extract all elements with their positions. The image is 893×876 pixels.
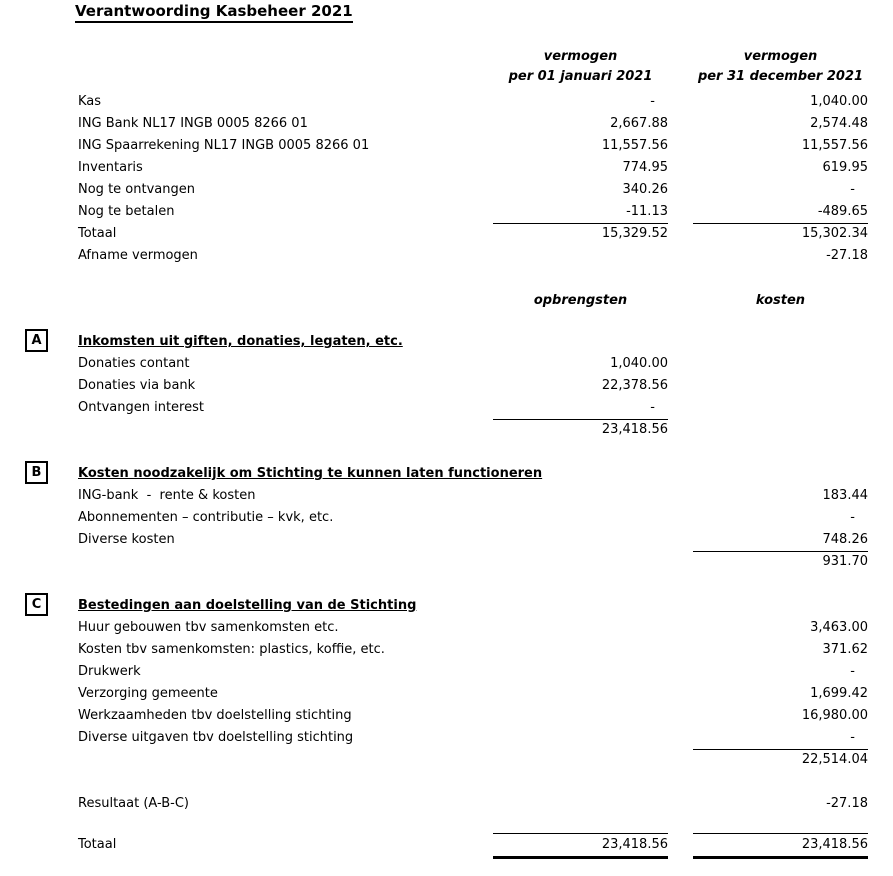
- empty-cell: [78, 419, 493, 441]
- margin-cell: [868, 419, 893, 441]
- empty-cell: [78, 67, 493, 87]
- empty-cell: [0, 419, 78, 441]
- col1-value: 1,040.00: [610, 356, 668, 371]
- balance-header-row-2: [0, 67, 893, 87]
- empty-cell: [78, 291, 493, 311]
- col1-value: 11,557.56: [601, 138, 668, 153]
- row-label: Drukwerk: [78, 664, 141, 679]
- empty-cell: [0, 661, 78, 683]
- row-label: Nog te ontvangen: [78, 182, 195, 197]
- col1-value: -: [650, 94, 655, 109]
- row-label: ING Spaarrekening NL17 INGB 0005 8266 01: [78, 138, 370, 153]
- row-label: Diverse uitgaven tbv doelstelling stichting: [78, 730, 354, 745]
- col1-value: 340.26: [622, 182, 668, 197]
- spacer: [0, 441, 893, 463]
- empty-cell: [0, 705, 78, 727]
- empty-cell: [0, 91, 78, 113]
- table-row: [0, 223, 893, 245]
- gap-cell: [668, 617, 693, 639]
- grand-total-row: [0, 833, 893, 859]
- page-title: [0, 0, 893, 23]
- section-c-heading: Bestedingen aan doelstelling van de Stichting: [78, 598, 417, 613]
- table-row: [0, 617, 893, 639]
- empty-cell: [0, 113, 78, 135]
- empty-cell: [0, 135, 78, 157]
- col1-value: [493, 617, 668, 639]
- empty-cell: [0, 397, 78, 420]
- empty-cell: [0, 291, 78, 311]
- col1-value: [493, 661, 668, 683]
- empty-cell: [0, 727, 78, 750]
- margin-cell: [868, 135, 893, 157]
- col2-value: 3,463.00: [810, 620, 868, 635]
- margin-cell: [868, 683, 893, 705]
- col1-value: [493, 485, 668, 507]
- margin-cell: [868, 223, 893, 245]
- col1-value: 22,378.56: [601, 378, 668, 393]
- gap-cell: [668, 661, 693, 683]
- spacer: [0, 23, 893, 47]
- row-label: Nog te betalen: [78, 204, 175, 219]
- table-row: [0, 705, 893, 727]
- margin-cell: [868, 661, 893, 683]
- gap-cell: [668, 683, 693, 705]
- margin-cell: [868, 529, 893, 552]
- col1-value: 2,667.88: [610, 116, 668, 131]
- section-total-row: [0, 749, 893, 771]
- col2-value: [693, 375, 868, 397]
- row-label: Donaties contant: [78, 356, 190, 371]
- empty-cell: [0, 201, 78, 224]
- margin-cell: [868, 485, 893, 507]
- margin-cell: [868, 113, 893, 135]
- col2-value: -: [850, 182, 855, 197]
- col2-value: 15,302.34: [801, 226, 868, 241]
- margin-cell: [868, 617, 893, 639]
- margin-cell: [868, 179, 893, 201]
- col1-value: 15,329.52: [601, 226, 668, 241]
- row-label: Kas: [78, 94, 102, 109]
- margin-cell: [868, 727, 893, 750]
- table-row: [0, 529, 893, 551]
- col2-value: 2,574.48: [810, 116, 868, 131]
- col1-header-date: per 01 januari 2021: [508, 69, 653, 84]
- gap-cell: [668, 397, 693, 420]
- section-a-letterbox: A: [25, 329, 48, 352]
- margin-cell: [868, 507, 893, 529]
- row-label: Totaal: [78, 226, 117, 241]
- empty-cell: [0, 179, 78, 201]
- row-label: Diverse kosten: [78, 532, 175, 547]
- section-heading-row: [0, 463, 893, 485]
- row-label: Werkzaamheden tbv doelstelling stichting: [78, 708, 352, 723]
- empty-cell: [0, 749, 78, 771]
- col2-value: [693, 397, 868, 420]
- col1-value: [493, 683, 668, 705]
- col1-header-vermogen: vermogen: [543, 49, 618, 64]
- table-row: [0, 353, 893, 375]
- empty-cell: [0, 157, 78, 179]
- col2-header-kosten: kosten: [755, 293, 806, 308]
- col2-header-date: per 31 december 2021: [697, 69, 864, 84]
- col2-value: -27.18: [826, 248, 868, 263]
- margin-cell: [868, 201, 893, 224]
- col1-header-opbrengsten: opbrengsten: [533, 293, 628, 308]
- col1-value: [493, 551, 668, 573]
- empty-cell: [0, 67, 78, 87]
- col2-value: -489.65: [693, 201, 868, 224]
- section-c-total: 22,514.04: [801, 752, 868, 767]
- col2-value: 16,980.00: [801, 708, 868, 723]
- table-row: [0, 683, 893, 705]
- margin-cell: [868, 245, 893, 267]
- section-c-letterbox: C: [25, 593, 48, 616]
- gap-cell: [668, 727, 693, 750]
- section-a-total: 23,418.56: [601, 422, 668, 437]
- empty-cell: [0, 793, 78, 815]
- flow-header-row: [0, 291, 893, 311]
- col2-value: 1,040.00: [810, 94, 868, 109]
- section-b-letterbox: B: [25, 461, 48, 484]
- col1-value: -11.13: [493, 201, 668, 224]
- col2-value: -: [850, 510, 855, 525]
- gap-cell: [668, 485, 693, 507]
- table-row: [0, 661, 893, 683]
- section-b-total: 931.70: [822, 554, 868, 569]
- section-heading-row: [0, 595, 893, 617]
- col1-value: [493, 749, 668, 771]
- empty-cell: [78, 551, 493, 573]
- gap-cell: [668, 375, 693, 397]
- margin-cell: [868, 353, 893, 375]
- col2-value: 619.95: [822, 160, 868, 175]
- page-title-text: Verantwoording Kasbeheer 2021: [75, 2, 353, 23]
- spacer: [0, 311, 893, 331]
- gap-cell: [668, 833, 693, 859]
- row-label: Afname vermogen: [78, 248, 198, 263]
- gap-cell: [668, 529, 693, 552]
- table-row: [0, 485, 893, 507]
- margin-cell: [868, 67, 893, 87]
- col1-value: [493, 529, 668, 552]
- row-label: ING-bank - rente & kosten: [78, 488, 256, 503]
- margin-cell: [868, 749, 893, 771]
- balance-header-row-1: [0, 47, 893, 67]
- col2-value: [693, 353, 868, 375]
- margin-cell: [868, 397, 893, 420]
- empty-cell: [78, 47, 493, 67]
- col2-value: -: [850, 664, 855, 679]
- table-row: [0, 397, 893, 419]
- section-b-heading: Kosten noodzakelijk om Stichting te kunnen laten functioneren: [78, 466, 543, 481]
- section-heading-row: [0, 331, 893, 353]
- spacer: [0, 573, 893, 595]
- gap-cell: [668, 705, 693, 727]
- gap-cell: [668, 245, 693, 267]
- col2-value: 11,557.56: [801, 138, 868, 153]
- margin-cell: [868, 291, 893, 311]
- margin-cell: [868, 157, 893, 179]
- col2-value: 371.62: [822, 642, 868, 657]
- gap-cell: [668, 639, 693, 661]
- table-row: [0, 91, 893, 113]
- row-label: Ontvangen interest: [78, 400, 204, 415]
- spacer: [0, 815, 893, 833]
- empty-cell: [0, 833, 78, 859]
- margin-cell: [868, 375, 893, 397]
- gap-cell: [668, 67, 693, 87]
- gap-cell: [668, 113, 693, 135]
- gap-cell: [668, 749, 693, 771]
- gap-cell: [668, 551, 693, 573]
- margin-cell: [868, 833, 893, 859]
- table-row: [0, 727, 893, 749]
- gap-cell: [668, 91, 693, 113]
- result-label: Resultaat (A-B-C): [78, 796, 189, 811]
- col1-value: [493, 793, 668, 815]
- table-row: [0, 507, 893, 529]
- col1-value: -: [493, 397, 668, 420]
- margin-cell: [868, 551, 893, 573]
- table-row: [0, 201, 893, 223]
- grand-total-col2: 23,418.56: [693, 833, 868, 859]
- gap-cell: [668, 353, 693, 375]
- table-row: [0, 639, 893, 661]
- col1-value: [493, 705, 668, 727]
- gap-cell: [668, 47, 693, 67]
- row-label: Donaties via bank: [78, 378, 196, 393]
- spacer: [0, 771, 893, 793]
- table-row: [0, 157, 893, 179]
- row-label: Inventaris: [78, 160, 143, 175]
- result-value: -27.18: [826, 796, 868, 811]
- gap-cell: [668, 201, 693, 224]
- margin-cell: [868, 793, 893, 815]
- gap-cell: [668, 419, 693, 441]
- table-row: [0, 135, 893, 157]
- section-total-row: [0, 419, 893, 441]
- empty-cell: [0, 223, 78, 245]
- table-row: [0, 375, 893, 397]
- gap-cell: [668, 157, 693, 179]
- empty-cell: [0, 245, 78, 267]
- section-total-row: [0, 551, 893, 573]
- table-row: [0, 113, 893, 135]
- col2-value: [693, 419, 868, 441]
- col2-header-vermogen: vermogen: [743, 49, 818, 64]
- grand-total-label: Totaal: [78, 837, 117, 852]
- row-label: Abonnementen – contributie – kvk, etc.: [78, 510, 334, 525]
- row-label: Huur gebouwen tbv samenkomsten etc.: [78, 620, 339, 635]
- gap-cell: [668, 291, 693, 311]
- spacer: [0, 267, 893, 291]
- empty-cell: [0, 47, 78, 67]
- gap-cell: [668, 223, 693, 245]
- gap-cell: [668, 179, 693, 201]
- section-letter-cell: [0, 331, 78, 397]
- empty-cell: [0, 551, 78, 573]
- col1-value: [493, 245, 668, 267]
- col1-value: [493, 507, 668, 529]
- table-row: [0, 245, 893, 267]
- section-letter-cell: [0, 463, 78, 529]
- grand-total-col1: 23,418.56: [493, 833, 668, 859]
- result-row: [0, 793, 893, 815]
- empty-cell: [78, 749, 493, 771]
- row-label: Kosten tbv samenkomsten: plastics, koffie, etc.: [78, 642, 385, 657]
- margin-cell: [868, 705, 893, 727]
- empty-cell: [0, 683, 78, 705]
- margin-cell: [868, 639, 893, 661]
- col2-value: 748.26: [693, 529, 868, 552]
- col2-value: -: [693, 727, 868, 750]
- section-letter-cell: [0, 595, 78, 661]
- gap-cell: [668, 507, 693, 529]
- col2-value: 183.44: [822, 488, 868, 503]
- empty-cell: [0, 529, 78, 552]
- col1-value: [493, 639, 668, 661]
- gap-cell: [668, 135, 693, 157]
- row-label: Verzorging gemeente: [78, 686, 218, 701]
- table-row: [0, 179, 893, 201]
- row-label: ING Bank NL17 INGB 0005 8266 01: [78, 116, 308, 131]
- gap-cell: [668, 793, 693, 815]
- col2-value: 1,699.42: [810, 686, 868, 701]
- margin-cell: [868, 91, 893, 113]
- col1-value: 774.95: [622, 160, 668, 175]
- section-a-heading: Inkomsten uit giften, donaties, legaten, etc.: [78, 334, 403, 349]
- margin-cell: [868, 47, 893, 67]
- col1-value: [493, 727, 668, 750]
